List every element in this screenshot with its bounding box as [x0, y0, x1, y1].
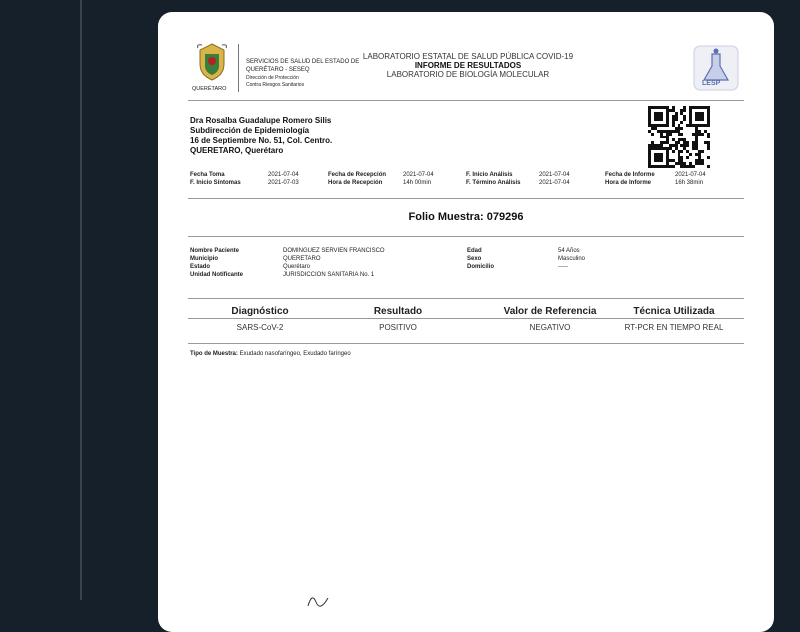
- referencia-header: Valor de Referencia: [503, 306, 597, 317]
- report-image-card[interactable]: [158, 12, 774, 632]
- fecha-informe-label: Fecha de Informe: [605, 172, 655, 178]
- unidad-value: JURISDICCION SANITARIA No. 1: [283, 272, 375, 278]
- diagnostico-header: Diagnóstico: [231, 306, 289, 317]
- queretaro-seal-icon: [194, 42, 230, 82]
- municipio-label: Municipio: [190, 256, 218, 262]
- folio-muestra: Folio Muestra: 079296: [408, 211, 524, 223]
- hora-informe-label: Hora de Informe: [605, 180, 652, 186]
- signature-stroke-icon: [298, 588, 358, 608]
- hora-informe-value: 16h 38min: [675, 180, 704, 186]
- inicio-analisis-value: 2021-07-04: [539, 172, 570, 178]
- domicilio-label: Domicilio: [467, 264, 495, 270]
- tecnica-value: RT-PCR EN TIEMPO REAL: [624, 323, 724, 332]
- referencia-value: NEGATIVO: [529, 323, 571, 332]
- fecha-recepcion-value: 2021-07-04: [403, 172, 434, 178]
- dates-rule: [188, 198, 744, 199]
- agency-line-4: Contra Riesgos Sanitarios: [246, 82, 305, 88]
- nombre-value: DOMINGUEZ SERVIEN FRANCISCO: [283, 248, 385, 254]
- edad-value: 54 Años: [558, 248, 580, 254]
- termino-analisis-value: 2021-07-04: [539, 180, 570, 186]
- sexo-label: Sexo: [467, 256, 482, 262]
- lesp-logo-text: LESP: [702, 80, 721, 87]
- header-titles: [348, 52, 588, 79]
- agency-line-3: Dirección de Protección: [246, 75, 299, 81]
- seal-caption: QUERÉTARO: [192, 86, 227, 92]
- inicio-sintomas-label: F. Inicio Síntomas: [190, 180, 241, 186]
- tipo-muestra-value: Exudado nasofaríngeo, Exudado faríngeo: [239, 351, 351, 357]
- timeline-divider: [80, 0, 82, 600]
- resultado-value: POSITIVO: [379, 323, 417, 332]
- municipio-value: QUERETARO: [283, 256, 321, 262]
- tipo-muestra-label: Tipo de Muestra:: [190, 351, 238, 357]
- results-rule: [188, 343, 744, 344]
- unidad-label: Unidad Notificante: [190, 272, 244, 278]
- domicilio-value: -----: [558, 264, 568, 270]
- fecha-toma-value: 2021-07-04: [268, 172, 299, 178]
- recipient-department: Subdirección de Epidemiología: [190, 126, 310, 135]
- nombre-label: Nombre Paciente: [190, 248, 240, 254]
- recipient-city: QUERETARO, Querétaro: [190, 146, 284, 155]
- results-header-rule: [188, 318, 744, 319]
- sexo-value: Masculino: [558, 256, 586, 262]
- resultado-header: Resultado: [373, 306, 423, 317]
- folio-rule: [188, 236, 744, 237]
- header-divider: [238, 44, 239, 92]
- termino-analisis-label: F. Término Análisis: [466, 180, 521, 186]
- lab-subtitle: LABORATORIO DE BIOLOGÍA MOLECULAR: [386, 70, 550, 79]
- inicio-analisis-label: F. Inicio Análisis: [466, 172, 513, 178]
- estado-value: Querétaro: [283, 264, 311, 270]
- estado-label: Estado: [190, 264, 211, 270]
- header-rule: [188, 100, 744, 101]
- patient-rule: [188, 298, 744, 299]
- edad-label: Edad: [467, 248, 482, 254]
- agency-line-2: QUERÉTARO - SESEQ: [246, 67, 310, 73]
- hora-recepcion-label: Hora de Recepción: [328, 180, 383, 186]
- tecnica-header: Técnica Utilizada: [633, 306, 715, 317]
- report-title: INFORME DE RESULTADOS: [414, 61, 522, 70]
- tipo-muestra: [190, 350, 351, 358]
- qr-code-icon: [648, 106, 710, 168]
- fecha-recepcion-label: Fecha de Recepción: [328, 172, 387, 178]
- diagnostico-value: SARS-CoV-2: [236, 323, 284, 332]
- agency-line-1: SERVICIOS DE SALUD DEL ESTADO DE: [246, 59, 360, 65]
- inicio-sintomas-value: 2021-07-03: [268, 180, 299, 186]
- recipient-address: 16 de Septiembre No. 51, Col. Centro.: [190, 136, 333, 145]
- recipient-name: Dra Rosalba Guadalupe Romero Silis: [190, 116, 332, 125]
- hora-recepcion-value: 14h 00min: [403, 180, 432, 186]
- fecha-informe-value: 2021-07-04: [675, 172, 706, 178]
- lab-title: LABORATORIO ESTATAL DE SALUD PÚBLICA COVID-19: [362, 52, 574, 61]
- fecha-toma-label: Fecha Toma: [190, 172, 225, 178]
